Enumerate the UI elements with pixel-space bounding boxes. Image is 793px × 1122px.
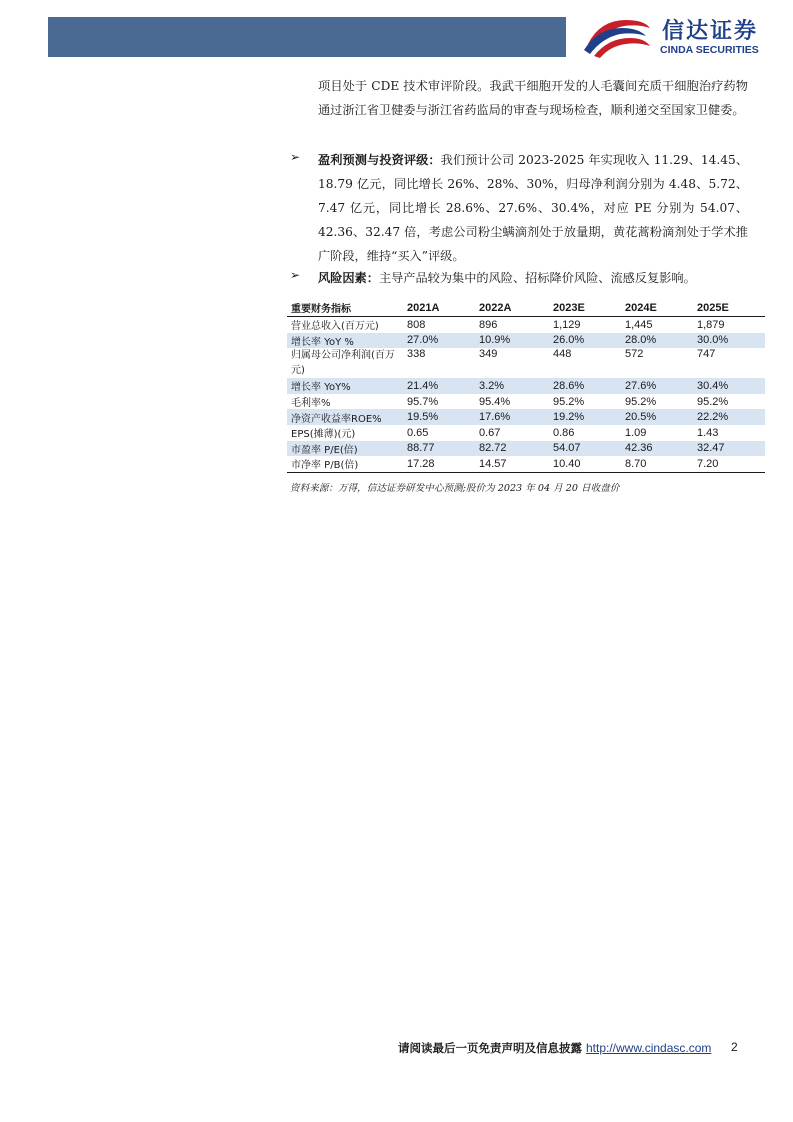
table-row bbox=[287, 394, 765, 410]
table-row bbox=[287, 409, 765, 425]
logo-chinese-text: 信达证券 bbox=[662, 19, 759, 44]
table-cell: 32.47 bbox=[693, 441, 765, 457]
table-cell: 0.65 bbox=[407, 426, 429, 439]
table-cell: 1,445 bbox=[625, 318, 653, 331]
table-cell: 95.2% bbox=[697, 395, 729, 408]
cinda-logo bbox=[580, 14, 770, 60]
table-cell: 22.2% bbox=[693, 409, 765, 425]
table-cell: 896 bbox=[479, 318, 498, 331]
table-cell: 54.07 bbox=[549, 441, 621, 457]
table-header-cell: 2024E bbox=[621, 299, 693, 317]
table-cell: 42.36 bbox=[621, 441, 693, 457]
table-cell: 17.28 bbox=[403, 456, 475, 472]
risk-paragraph bbox=[318, 266, 748, 290]
table-cell: 1,129 bbox=[553, 318, 581, 331]
table-cell: 21.4% bbox=[403, 378, 475, 394]
table-cell: 88.77 bbox=[403, 441, 475, 457]
table-row bbox=[287, 456, 765, 472]
header-bar bbox=[48, 17, 566, 57]
table-cell: 30.0% bbox=[693, 333, 765, 349]
table-cell: 1.09 bbox=[625, 426, 647, 439]
table-cell: 8.70 bbox=[621, 456, 693, 472]
logo-english-text: CINDA SECURITIES bbox=[660, 44, 759, 56]
table-row bbox=[287, 378, 765, 394]
table-row bbox=[287, 333, 765, 349]
financial-table bbox=[287, 299, 765, 473]
table-cell: 17.6% bbox=[475, 409, 549, 425]
table-source-note: 资料来源：万得，信达证券研发中心预测;股价为 2023 年 04 月 20 日收盘价 bbox=[290, 483, 620, 494]
table-row-label: 市净率 P/B(倍) bbox=[287, 456, 403, 472]
table-cell: 95.2% bbox=[553, 395, 585, 408]
table-row bbox=[287, 441, 765, 457]
table-row-label: 净资产收益率ROE% bbox=[287, 409, 403, 425]
table-cell: 19.2% bbox=[549, 409, 621, 425]
table-row bbox=[287, 425, 765, 441]
table-cell: 1.43 bbox=[697, 426, 719, 439]
table-row bbox=[287, 348, 765, 378]
page-number: 2 bbox=[731, 1040, 738, 1054]
table-cell: 30.4% bbox=[693, 378, 765, 394]
table-row-label: 营业总收入(百万元) bbox=[291, 321, 379, 333]
table-cell: 95.2% bbox=[625, 395, 657, 408]
forecast-lead: 盈利预测与投资评级： bbox=[318, 153, 441, 167]
table-cell: 95.4% bbox=[479, 395, 511, 408]
footer bbox=[398, 1040, 711, 1056]
intro-paragraph: 项目处于 CDE 技术审评阶段。我武干细胞开发的人毛囊间充质干细胞治疗药物通过浙江省卫健委与浙江省药监局的审查与现场检查，顺利递交至国家卫健委。 bbox=[318, 79, 748, 117]
table-row bbox=[287, 317, 765, 333]
table-cell: 27.0% bbox=[403, 333, 475, 349]
table-cell: 20.5% bbox=[621, 409, 693, 425]
table-cell: 95.7% bbox=[407, 395, 439, 408]
table-cell: 0.86 bbox=[553, 426, 575, 439]
table-cell: 0.67 bbox=[479, 426, 501, 439]
table-header-cell: 2023E bbox=[549, 299, 621, 317]
table-cell: 338 bbox=[407, 348, 426, 361]
table-row-label: 毛利率% bbox=[291, 398, 331, 410]
table-cell: 572 bbox=[625, 348, 644, 361]
table-header-cell: 重要财务指标 bbox=[287, 299, 403, 317]
risk-lead: 风险因素： bbox=[318, 271, 379, 285]
table-cell: 28.0% bbox=[621, 333, 693, 349]
table-cell: 448 bbox=[553, 348, 572, 361]
table-cell: 1,879 bbox=[697, 318, 725, 331]
table-row-label: 增长率 YoY% bbox=[287, 378, 403, 394]
table-cell: 808 bbox=[407, 318, 426, 331]
table-header-cell: 2022A bbox=[475, 299, 549, 317]
table-header-cell: 2025E bbox=[693, 299, 765, 317]
table-row-label: 增长率 YoY % bbox=[287, 333, 403, 349]
risk-text: 主导产品较为集中的风险、招标降价风险、流感反复影响。 bbox=[378, 271, 696, 285]
forecast-paragraph bbox=[318, 148, 748, 268]
table-header-cell: 2021A bbox=[403, 299, 475, 317]
table-cell: 82.72 bbox=[475, 441, 549, 457]
forecast-text: 我们预计公司 2023-2025 年实现收入 11.29、14.45、18.79 亿元，同比增长 26%、28%、30%，归母净利润分别为 4.48、5.72、7.47 亿元，同比增长 28.6%、27.6%、30.4%，对应 PE 分别为 54.07、42.36、32.47 倍，考虑公司粉尘螨滴剂处于放量期，黄花蒿粉滴剂处于学术推广阶段，维持“买入”评级。 bbox=[318, 153, 749, 263]
footer-disclaimer: 请阅读最后一页免责声明及信息披露 bbox=[398, 1041, 582, 1055]
table-cell: 10.9% bbox=[475, 333, 549, 349]
table-row-label: EPS(摊薄)(元) bbox=[291, 429, 356, 441]
table-cell: 10.40 bbox=[549, 456, 621, 472]
table-cell: 7.20 bbox=[693, 456, 765, 472]
table-cell: 3.2% bbox=[475, 378, 549, 394]
cinda-logo-mark-icon bbox=[580, 14, 654, 60]
table-row-label: 市盈率 P/E(倍) bbox=[287, 441, 403, 457]
table-cell: 26.0% bbox=[549, 333, 621, 349]
bullet-arrow-icon: ➢ bbox=[290, 268, 301, 282]
table-cell: 14.57 bbox=[475, 456, 549, 472]
bullet-arrow-icon: ➢ bbox=[290, 150, 301, 164]
footer-website-link[interactable]: http://www.cindasc.com bbox=[586, 1041, 712, 1055]
table-cell: 28.6% bbox=[549, 378, 621, 394]
table-row-label: 归属母公司净利润(百万元) bbox=[291, 350, 395, 377]
table-cell: 27.6% bbox=[621, 378, 693, 394]
table-cell: 19.5% bbox=[403, 409, 475, 425]
table-cell: 747 bbox=[697, 348, 716, 361]
table-header-row bbox=[287, 299, 765, 317]
table-cell: 349 bbox=[479, 348, 498, 361]
